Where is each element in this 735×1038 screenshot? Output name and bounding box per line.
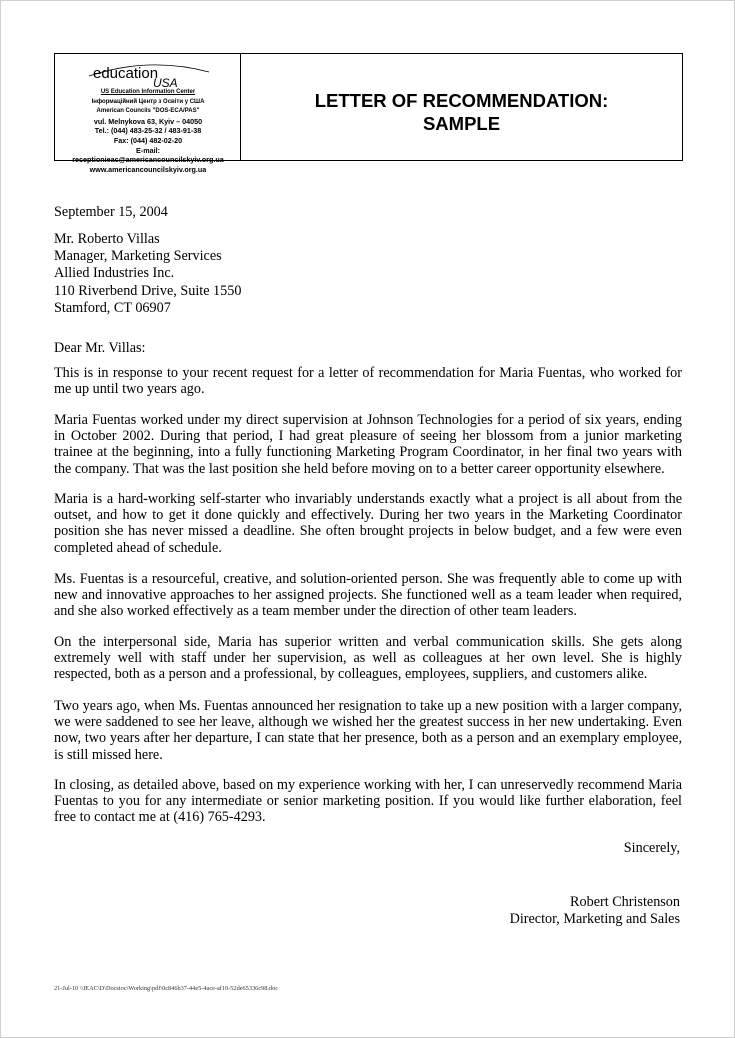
email-address: receptioniеac@americancouncilskyiv.org.ua xyxy=(72,155,224,165)
recipient-city: Stamford, CT 06907 xyxy=(54,299,171,316)
logo-brand-text: education xyxy=(93,65,159,82)
paragraph-qualities: Ms. Fuentas is a resourceful, creative, and solution-oriented person. She was frequently able to come up with new and innovative approaches to her assigned projects. She functioned well as a team leader when required, and she also worked effectively as a team member under the direction of other team leaders. xyxy=(54,571,682,620)
email-label: E-mail: xyxy=(136,145,160,155)
document-subtitle: SAMPLE xyxy=(422,113,501,134)
salutation: Dear Mr. Villas: xyxy=(54,340,146,356)
recipient-title: Manager, Marketing Services xyxy=(54,248,222,265)
center-name-ukrainian: Інформаційний Центр з Освіти у США xyxy=(91,98,205,105)
paragraph-departure: Two years ago, when Ms. Fuentas announced her resignation to take up a new position with a larger company, we were saddened to see her leave, although we wished her the greatest success in her new undertaking. Even now, two years after her departure, I can state that her presence, both as a person and an exemplary employee, is still missed here. xyxy=(54,698,682,763)
title-block xyxy=(241,54,682,160)
signer-name: Robert Christenson xyxy=(570,894,680,910)
education-usa-logo xyxy=(83,58,215,88)
letterhead xyxy=(54,53,683,174)
recipient-company: Allied Industries Inc. xyxy=(54,265,175,282)
recipient-address xyxy=(54,231,241,317)
paragraph-background: Maria Fuentas worked under my direct supervision at Johnson Technologies for a period of six years, ending in October 2002. During that period, I had great pleasure of seeing her blossom from a junior marketing trainee at the beginning, into a fully functioning Marketing Program Coordinator, in her final two years with the company. That was the last position she held before moving on to a better career opportunity elsewhere. xyxy=(54,412,682,477)
recipient-street: 110 Riverbend Drive, Suite 1550 xyxy=(54,282,242,299)
contact-info xyxy=(55,88,241,174)
phone-number: Tel.: (044) 483-25-32 / 483-91-38 xyxy=(94,126,202,136)
paragraph-closing: In closing, as detailed above, based on my experience working with her, I can unreservedly recommend Maria Fuentas to you for any intermediate or senior marketing position. If you would like further elaboration, feel free to contact me at (416) 765-4293. xyxy=(54,777,682,826)
organization-name: American Councils "DOS-ECA/PAS" xyxy=(96,108,200,115)
paragraph-work-ethic: Maria is a hard-working self-starter who invariably understands exactly what a project is all about from the outset, and how to get it done quickly and effectively. During her two years in the Marketing Coordinator position she has never missed a deadline. She often brought projects in below budget, and a few were even completed ahead of schedule. xyxy=(54,491,682,556)
document-title: LETTER OF RECOMMENDATION: xyxy=(314,90,609,111)
fax-number: Fax: (044) 482-02-20 xyxy=(113,135,183,145)
website-url: www.americancouncilskyiv.org.ua xyxy=(89,164,207,174)
paragraph-interpersonal: On the interpersonal side, Maria has superior written and verbal communication skills. She gets along extremely well with staff under her supervision, as well as colleagues at her own level. She is highly respected, both as a person and a professional, by colleagues, employees, suppliers, and customers alike. xyxy=(54,634,682,683)
logo-usa-text: USA xyxy=(153,76,178,88)
signature-block xyxy=(510,894,680,928)
signer-title: Director, Marketing and Sales xyxy=(509,911,680,927)
logo-block xyxy=(55,54,241,174)
street-address: vul. Melnykova 63, Kyiv – 04050 xyxy=(93,116,203,126)
complimentary-close: Sincerely, xyxy=(623,840,680,856)
paragraph-intro: This is in response to your recent request for a letter of recommendation for Maria Fuentas, who worked for me up until two years ago. xyxy=(54,365,682,398)
file-path-footer: 21-Jul-10 \\IEAC\D\Docstoc\Working\pdf\0c846b37-44e5-4ace-af10-52de65336c98.doc xyxy=(54,985,279,992)
center-name: US Education Information Center xyxy=(100,89,196,95)
recipient-name: Mr. Roberto Villas xyxy=(54,231,160,247)
letter-date: September 15, 2004 xyxy=(54,204,168,220)
